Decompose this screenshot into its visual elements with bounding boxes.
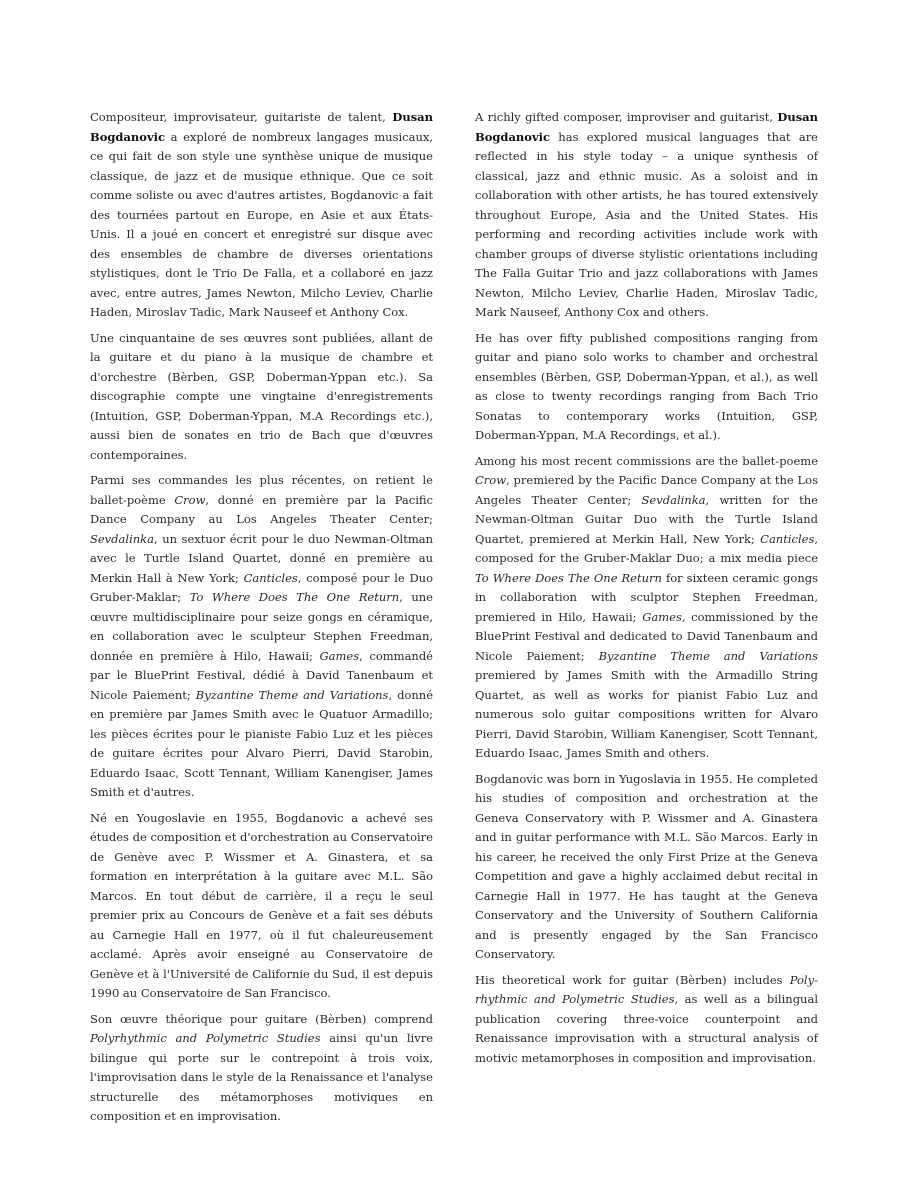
french-biography-column <box>90 108 433 1133</box>
english-paragraph-2 <box>475 329 818 446</box>
text-run: , commandé par le BluePrint Festival, dédié à David Tanenbaum et Nicole Paiement; <box>90 648 433 702</box>
work-title: Games <box>642 609 682 624</box>
text-run: Compositeur, improvisateur, guitariste de talent, <box>90 110 393 124</box>
french-paragraph-5 <box>90 1010 433 1127</box>
work-title: Canticles <box>760 531 815 546</box>
french-paragraph-3 <box>90 471 433 803</box>
text-run: Son œuvre théorique pour guitare (Bèrben) comprend <box>90 1011 433 1026</box>
text-run: , composé pour le Duo Gruber-Maklar; <box>90 570 434 604</box>
english-paragraph-4 <box>475 770 818 965</box>
text-run: Une cinquantaine de ses œuvres sont publiées, allant de la guitare et du piano à la musique de chambre et d'orchestre (Bèrben, GSP, Doberman-Yppan etc.). Sa discographie compte une vingtaine d'enregistrements (Intuition, GSP, Doberman-Yppan, M.A Recordings etc.), aussi bien de sonates en trio de Bach que d'œuvres contemporaines. <box>90 330 433 462</box>
text-run: a exploré de nombreux langages musicaux, ce qui fait de son style une synthèse unique de musique classique, de jazz et de musique ethnique. Que ce soit comme soliste ou avec d'autres artistes, Bogdanovic a fait des tournées partout en Europe, en Asie et aux États-Unis. Il a joué en concert et enregistré sur disque avec des ensembles de chambre de diverses orientations stylistiques, dont le Trio De Falla, et a collaboré en jazz avec, entre autres, James Newton, Milcho Leviev, Charlie Haden, Miroslav Tadic, Mark Nauseef et Anthony Cox. <box>90 129 433 319</box>
work-title: To Where Does The One Return <box>189 590 400 604</box>
work-title: Sevdalinka <box>90 531 154 546</box>
text-run: premiered by James Smith with the Armadillo String Quartet, as well as works for pianist Fabio Luz and numerous solo guitar compositions written for Alvaro Pierri, David Starobin, William Kanengiser, Scott Tennant, Eduardo Isaac, James Smith and others. <box>475 668 818 760</box>
text-run: ainsi qu'un livre bilingue qui porte sur le contrepoint à trois voix, l'improvisation dans le style de la Renaissance et l'analyse structurelle des métamorphoses motiviques en composition et en improvisation. <box>90 1031 433 1123</box>
text-run: , as well as a bilingual publication covering three-voice counterpoint and Renaissance improvisation with a structural analysis of motivic metamorphoses in composition and improvisation. <box>475 992 819 1065</box>
work-title: Games <box>319 648 360 663</box>
text-run: for sixteen ceramic gongs in collaboration with sculptor Stephen Freedman, premiered in Hilo, Hawaii; <box>475 570 818 624</box>
artist-name: Dusan Bogdanovic <box>90 110 433 144</box>
text-run: , commissioned by the BluePrint Festival and dedicated to David Tanenbaum and Nicole Paiement; <box>475 609 818 663</box>
english-paragraph-1 <box>475 108 818 323</box>
text-run: Among his most recent commissions are the ballet-poeme <box>475 453 818 468</box>
work-title: Canticles <box>243 570 298 585</box>
text-run: has explored musical languages that are reflected in his style today – a unique synthesis of classical, jazz and ethnic music. As a soloist and in collaboration with other artists, he has toured extensively throughout Europe, Asia and the United States. His performing and recording activities include work with chamber groups of diverse stylistic orientations including The Falla Guitar Trio and jazz collaborations with James Newton, Milcho Leviev, Charlie Haden, Miroslav Tadic, Mark Nauseef, Anthony Cox and others. <box>475 129 818 319</box>
work-title: Byzantine Theme and Variations <box>598 648 818 663</box>
text-run: His theoretical work for guitar (Bèrben) includes <box>475 972 790 987</box>
work-title: To Where Does The One Return <box>475 570 662 585</box>
text-run: Né en Yougoslavie en 1955, Bogdanovic a achevé ses études de composition et d'orchestration au Conservatoire de Genève avec P. Wissmer et A. Ginastera, et sa formation en interprétation à la guitare avec M.L. São Marcos. En tout début de carrière, il a reçu le seul premier prix au Concours de Genève et a fait ses débuts au Carnegie Hall en 1977, où il fut chaleureusement acclamé. Après avoir enseigné au Conservatoire de Genève et à l'Université de Californie du Sud, il est depuis 1990 au Conservatoire de San Francisco. <box>90 810 433 1000</box>
french-paragraph-2 <box>90 329 433 466</box>
work-title: Crow <box>475 473 507 487</box>
artist-name: Dusan Bogdanovic <box>475 110 818 144</box>
english-biography-column <box>475 108 818 1074</box>
text-run: , premiered by the Pacific Dance Company at the Los Angeles Theater Center; <box>475 473 818 507</box>
text-run: , donné en première par la Pacific Dance Company au Los Angeles Theater Center; <box>90 492 433 526</box>
text-run: , composed for the Gruber-Maklar Duo; a mix media piece <box>475 531 818 565</box>
work-title: Poly-rhythmic and Polymetric Studies <box>475 972 818 1006</box>
english-paragraph-3 <box>475 452 818 764</box>
text-run: Parmi ses commandes les plus récentes, on retient le ballet-poème <box>90 473 433 507</box>
text-run: , un sextuor écrit pour le duo Newman-Oltman avec le Turtle Island Quartet, donné en première au Merkin Hall à New York; <box>90 531 433 585</box>
work-title: Byzantine Theme and Variations <box>195 687 389 702</box>
work-title: Sevdalinka <box>641 492 706 507</box>
text-run: A richly gifted composer, improviser and guitarist, <box>475 110 778 124</box>
text-run: He has over fifty published compositions ranging from guitar and piano solo works to chamber and orchestral ensembles (Bèrben, GSP, Doberman-Yppan, et al.), as well as close to twenty recordings ranging from Bach Trio Sonatas to contemporary works (Intuition, GSP, Doberman-Yppan, M.A Recordings, et al.). <box>475 330 818 442</box>
english-paragraph-5 <box>475 971 818 1069</box>
work-title: Polyrhythmic and Polymetric Studies <box>90 1031 321 1045</box>
text-run: Bogdanovic was born in Yugoslavia in 1955. He completed his studies of composition and orchestration at the Geneva Conservatory with P. Wissmer and A. Ginastera and in guitar performance with M.L. São Marcos. Early in his career, he received the only First Prize at the Geneva Competition and gave a highly acclaimed debut recital in Carnegie Hall in 1977. He has taught at the Geneva Conservatory and the University of Southern California and is presently engaged by the San Francisco Conservatory. <box>475 771 818 961</box>
french-paragraph-4 <box>90 809 433 1004</box>
french-paragraph-1 <box>90 108 433 323</box>
text-run: , donné en première par James Smith avec le Quatuor Armadillo; les pièces écrites pour le pianiste Fabio Luz et les pièces de guitare écrites pour Alvaro Pierri, David Starobin, Eduardo Isaac, Scott Tennant, William Kanengiser, James Smith et d'autres. <box>90 687 433 799</box>
text-run: , une œuvre multidisciplinaire pour seize gongs en céramique, en collaboration avec le sculpteur Stephen Freedman, donnée en première à Hilo, Hawaii; <box>90 590 433 663</box>
text-run: , written for the Newman-Oltman Guitar Duo with the Turtle Island Quartet, premiered at Merkin Hall, New York; <box>475 492 818 546</box>
work-title: Crow <box>174 492 206 507</box>
